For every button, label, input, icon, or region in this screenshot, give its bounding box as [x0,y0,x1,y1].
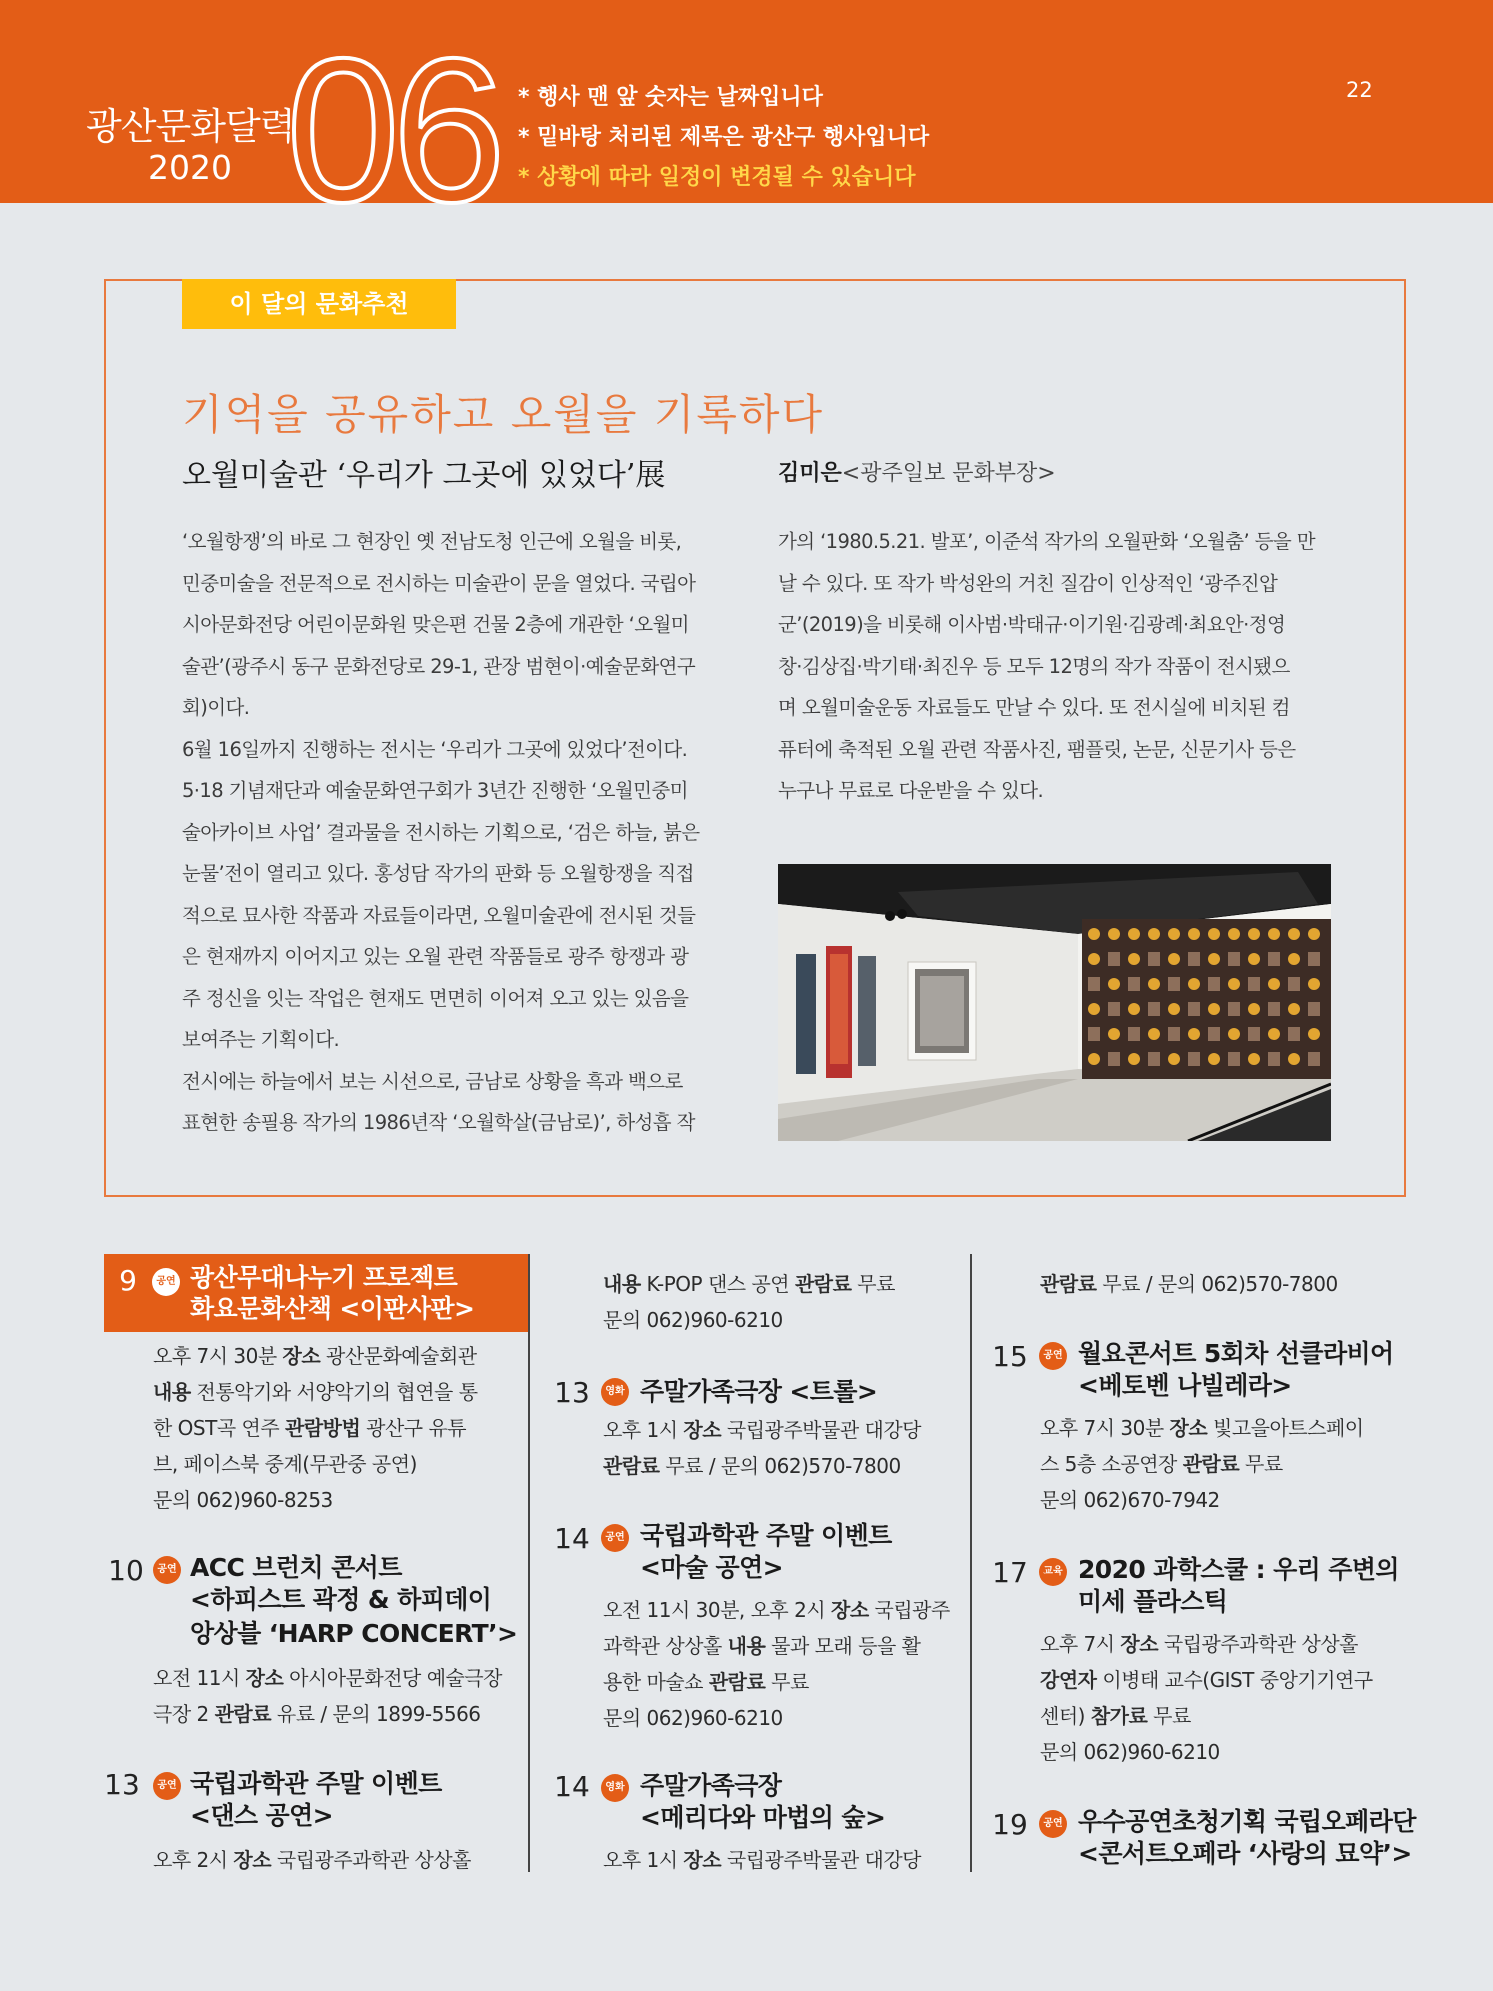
event-details [1040,1626,1373,1770]
article-headline: 기억을 공유하고 오월을 기록하다 [182,390,825,439]
recommendation-tag: 이 달의 문화추천 [182,279,456,329]
category-badge: 공연 [601,1524,629,1552]
detail-line: 관람료 무료 / 문의 062)570-7800 [603,1454,901,1478]
event-title: <메리다와 마법의 숲> [640,1803,886,1832]
author-name: 김미은 [778,461,842,486]
event-day: 9 [119,1264,137,1297]
detail-line: 문의 062)960-6210 [603,1706,783,1730]
detail-line: 브, 페이스북 중계(무관중 공연) [153,1452,417,1476]
body-line: 시아문화전당 어린이문화원 맞은편 건물 2층에 개관한 ‘오월미 [182,613,689,636]
gallery-photo [778,864,1331,1141]
event-details [1040,1410,1364,1518]
detail-line: 오전 11시 장소 아시아문화전당 예술극장 [153,1666,503,1690]
detail-line: 극장 2 관람료 유료 / 문의 1899-5566 [153,1702,481,1726]
body-line: 퓨터에 축적된 오월 관련 작품사진, 팸플릿, 논문, 신문기사 등은 [778,737,1296,761]
event-day: 19 [992,1808,1028,1841]
event-details [153,1660,502,1732]
column-divider [528,1254,530,1872]
body-line: ‘오월항쟁’의 바로 그 현장인 옛 전남도청 인근에 오월을 비롯, [182,530,682,553]
event-title: 미세 플라스틱 [1078,1587,1228,1616]
event-title: 국립과학관 주말 이벤트 [640,1521,892,1550]
event-day: 15 [992,1340,1028,1373]
body-line: 은 현재까지 이어지고 있는 오월 관련 작품들로 광주 항쟁과 광 [182,945,689,968]
category-badge: 공연 [1039,1810,1067,1838]
event-details [153,1842,471,1878]
event-day: 17 [992,1556,1028,1589]
body-line: 5·18 기념재단과 예술문화연구회가 3년간 진행한 ‘오월민중미 [182,779,688,802]
body-line: 술아카이브 사업’ 결과물을 전시하는 기획으로, ‘검은 하늘, 붉은 [182,820,700,844]
event-title: 앙상블 ‘HARP CONCERT’> [190,1619,518,1648]
body-line: 보여주는 기획이다. [182,1028,340,1051]
event-title: 월요콘서트 5회차 선클라비어 [1078,1339,1394,1368]
category-badge: 공연 [153,1556,181,1584]
category-badge: 교육 [1039,1558,1067,1586]
detail-line: 오후 7시 30분 장소 빛고을아트스페이 [1040,1416,1364,1440]
event-title: 주말가족극장 [640,1771,782,1800]
detail-line: 문의 062)960-6210 [603,1308,783,1332]
detail-line: 문의 062)960-6210 [1040,1740,1220,1764]
body-line: 눈물’전이 열리고 있다. 홍성담 작가의 판화 등 오월항쟁을 직접 [182,862,694,885]
detail-line: 문의 062)960-8253 [153,1488,333,1512]
detail-line: 한 OST곡 연주 관람방법 광산구 유튜 [153,1416,467,1440]
brand-year: 2020 [148,148,232,187]
category-badge: 공연 [153,1772,181,1800]
event-title: 2020 과학스쿨 : 우리 주변의 [1078,1555,1399,1584]
article-body-left [182,521,742,1144]
detail-line: 스 5층 소공연장 관람료 무료 [1040,1452,1283,1476]
detail-line: 오전 11시 30분, 오후 2시 장소 국립광주 [603,1598,950,1622]
article-author [778,456,1056,487]
detail-line: 센터) 참가료 무료 [1040,1704,1191,1728]
body-line: 주 정신을 잇는 작업은 현재도 면면히 이어져 오고 있는 있음을 [182,986,689,1010]
event-details [603,1412,921,1484]
event-title: 주말가족극장 <트롤> [640,1377,878,1406]
detail-line: 오후 2시 장소 국립광주과학관 상상홀 [153,1848,471,1872]
category-badge: 영화 [601,1378,629,1406]
body-line: 회)이다. [182,696,250,719]
event-details [603,1592,950,1736]
body-line: 며 오월미술운동 자료들도 만날 수 있다. 또 전시실에 비치된 컴 [778,696,1290,719]
event-title: <베토벤 나빌레라> [1078,1371,1292,1400]
body-line: 민중미술을 전문적으로 전시하는 미술관이 문을 열었다. 국립아 [182,571,696,595]
notice-date: * 행사 맨 앞 숫자는 날짜입니다 [518,85,823,110]
page-number: 22 [1346,78,1373,102]
notice-change: * 상황에 따라 일정이 변경될 수 있습니다 [518,165,916,190]
event-details [603,1842,921,1878]
body-line: 적으로 묘사한 작품과 자료들이라면, 오월미술관에 전시된 것들 [182,903,696,927]
event-day: 14 [554,1770,590,1803]
body-line: 6월 16일까지 진행하는 전시는 ‘우리가 그곳에 있었다’전이다. [182,737,688,761]
body-line: 날 수 있다. 또 작가 박성완의 거친 질감이 인상적인 ‘광주진압 [778,571,1278,595]
brand-title: 광산문화달력 [86,105,295,148]
category-badge: 공연 [1039,1342,1067,1370]
event-details [1040,1266,1338,1302]
event-title: <마술 공연> [640,1553,783,1582]
event-details [153,1338,478,1518]
event-title: 화요문화산책 <이판사판> [190,1294,475,1323]
column-divider [970,1254,972,1872]
detail-line: 강연자 이병태 교수(GIST 중앙기기연구 [1040,1668,1373,1692]
event-title: 우수공연초청기획 국립오페라단 [1078,1807,1416,1836]
detail-line: 오후 1시 장소 국립광주박물관 대강당 [603,1848,921,1872]
category-badge: 영화 [601,1774,629,1802]
body-line: 가의 ‘1980.5.21. 발포’, 이준석 작가의 오월판화 ‘오월춤’ 등을 만 [778,530,1315,553]
event-title: <하피스트 곽정 & 하피데이 [190,1585,492,1614]
event-title: 국립과학관 주말 이벤트 [190,1769,442,1798]
detail-line: 내용 전통악기와 서양악기의 협연을 통 [153,1380,478,1404]
body-line: 창·김상집·박기태·최진우 등 모두 12명의 작가 작품이 전시됐으 [778,654,1290,678]
event-day: 14 [554,1522,590,1555]
body-line: 누구나 무료로 다운받을 수 있다. [778,779,1044,802]
body-line: 군’(2019)을 비롯해 이사범·박태규·이기원·김광례·최요안·정영 [778,613,1286,636]
detail-line: 내용 K-POP 댄스 공연 관람료 무료 [603,1272,895,1296]
body-line: 술관’(광주시 동구 문화전당로 29-1, 관장 범현이·예술문화연구 [182,654,696,678]
event-day: 10 [108,1554,144,1587]
detail-line: 오후 1시 장소 국립광주박물관 대강당 [603,1418,921,1442]
event-title: ACC 브런치 콘서트 [190,1553,402,1582]
event-day: 13 [104,1768,140,1801]
event-title: 광산무대나누기 프로젝트 [190,1263,458,1292]
article-body-right [778,521,1338,812]
detail-line: 오후 7시 30분 장소 광산문화예술회관 [153,1344,477,1368]
event-details [603,1266,895,1338]
event-day: 13 [554,1376,590,1409]
event-title: <댄스 공연> [190,1801,333,1830]
event-title: <콘서트오페라 ‘사랑의 묘약’> [1078,1839,1412,1868]
gallery-illustration [778,864,1331,1141]
detail-line: 오후 7시 장소 국립광주과학관 상상홀 [1040,1632,1358,1656]
detail-line: 문의 062)670-7942 [1040,1488,1220,1512]
detail-line: 과학관 상상홀 내용 물과 모래 등을 활 [603,1634,921,1658]
notice-highlight: * 밑바탕 처리된 제목은 광산구 행사입니다 [518,125,930,150]
featured-event-bar [104,1254,529,1332]
category-badge: 공연 [152,1268,180,1296]
body-line: 표현한 송필용 작가의 1986년작 ‘오월학살(금남로)’, 하성흡 작 [182,1111,695,1134]
header-bar [0,0,1493,245]
month-number: 06 [286,16,499,245]
detail-line: 관람료 무료 / 문의 062)570-7800 [1040,1272,1338,1296]
detail-line: 용한 마술쇼 관람료 무료 [603,1670,809,1694]
author-affiliation: <광주일보 문화부장> [841,461,1056,486]
article-subheadline: 오월미술관 ‘우리가 그곳에 있었다’展 [182,458,666,493]
body-line: 전시에는 하늘에서 보는 시선으로, 금남로 상황을 흑과 백으로 [182,1069,683,1093]
